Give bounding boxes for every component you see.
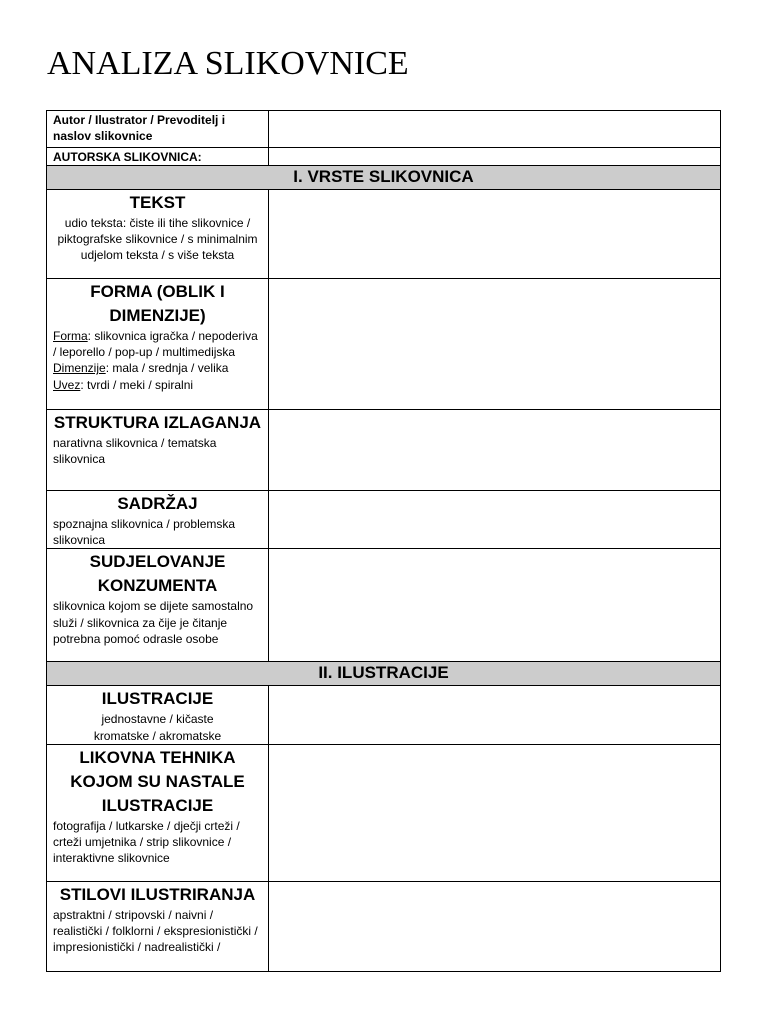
ilustracije-cell: [47, 686, 269, 744]
table-row-tekst: [47, 190, 721, 279]
stilovi-answer-cell[interactable]: [269, 881, 721, 971]
tehnika-description: fotografija / lutkarske / dječji crteži / crteži umjetnika / strip slikovnice / interaktivne slikovnice: [53, 818, 240, 866]
sadrzaj-heading: SADRŽAJ: [117, 494, 198, 513]
section-heading-1: I. VRSTE SLIKOVNICA: [47, 166, 721, 190]
analysis-table: [46, 110, 721, 972]
tekst-description: udio teksta: čiste ili tihe slikovnice / piktografske slikovnice / s minimalnim udjelom teksta / s više teksta: [57, 216, 258, 263]
tekst-answer-cell[interactable]: [269, 190, 721, 279]
stilovi-cell: [47, 881, 269, 971]
section-heading-2: II. ILUSTRACIJE: [47, 662, 721, 686]
authorial-label: AUTORSKA SLIKOVNICA:: [47, 148, 269, 166]
author-answer-cell[interactable]: [269, 111, 721, 148]
forma-description: [53, 328, 262, 393]
dimenzije-text: : mala / srednja / velika: [105, 361, 229, 376]
author-label: Autor / Ilustrator / Prevoditelj i naslov slikovnice: [47, 111, 269, 148]
ilustracije-line-1: jednostavne / kičaste: [101, 712, 214, 727]
table-row-struktura: [47, 410, 721, 491]
struktura-cell: [47, 410, 269, 491]
forma-answer-cell[interactable]: [269, 279, 721, 410]
ilustracije-answer-cell[interactable]: [269, 686, 721, 744]
tehnika-answer-cell[interactable]: [269, 744, 721, 881]
ilustracije-line-2: kromatske / akromatske: [93, 728, 222, 743]
sadrzaj-cell: [47, 491, 269, 549]
struktura-description: narativna slikovnica / tematska slikovnica: [53, 436, 217, 467]
tekst-cell: [47, 190, 269, 279]
authorial-answer-cell[interactable]: [269, 148, 721, 166]
ilustracije-heading: ILUSTRACIJE: [101, 689, 214, 709]
forma-text: : slikovnica igračka / nepoderiva / leporello / pop-up / multimedijska: [53, 329, 258, 360]
sudjelovanje-heading: SUDJELOVANJE KONZUMENTA: [89, 552, 226, 596]
dimenzije-label: Dimenzije: [53, 361, 106, 376]
tekst-heading: TEKST: [129, 193, 186, 212]
struktura-answer-cell[interactable]: [269, 410, 721, 491]
stilovi-heading: STILOVI ILUSTRIRANJA: [59, 884, 256, 904]
table-row-authorial: [47, 148, 721, 166]
table-row-sadrzaj: [47, 491, 721, 549]
forma-label: Forma: [53, 329, 88, 343]
table-row-forma: [47, 279, 721, 410]
table-row-stilovi: [47, 881, 721, 971]
page-title: ANALIZA SLIKOVNICE: [47, 45, 409, 82]
table-row-tehnika: [47, 744, 721, 881]
sadrzaj-description: spoznajna slikovnica / problemska slikovnica: [53, 517, 236, 548]
sadrzaj-answer-cell[interactable]: [269, 491, 721, 549]
table-row-author: [47, 111, 721, 148]
forma-heading: FORMA (OBLIK I DIMENZIJE): [90, 282, 225, 325]
sudjelovanje-answer-cell[interactable]: [269, 549, 721, 662]
sudjelovanje-description: slikovnica kojom se dijete samostalno služi / slikovnica za čije je čitanje potrebna pomoć odrasle osobe: [53, 599, 254, 646]
section-row-1: [47, 166, 721, 190]
tehnika-heading: LIKOVNA TEHNIKA KOJOM SU NASTALE ILUSTRACIJE: [70, 747, 245, 815]
struktura-heading: STRUKTURA IZLAGANJA: [53, 413, 262, 432]
uvez-text: : tvrdi / meki / spiralni: [80, 377, 194, 392]
sudjelovanje-cell: [47, 549, 269, 662]
tehnika-cell: [47, 744, 269, 881]
uvez-label: Uvez: [53, 377, 81, 392]
table-row-sudjelovanje: [47, 549, 721, 662]
table-row-ilustracije: [47, 686, 721, 744]
forma-cell: [47, 279, 269, 410]
section-row-2: [47, 662, 721, 686]
stilovi-description: apstraktni / stripovski / naivni / realistički / folklorni / ekspresionistički / impresionistički / nadrealistički /: [53, 907, 258, 955]
